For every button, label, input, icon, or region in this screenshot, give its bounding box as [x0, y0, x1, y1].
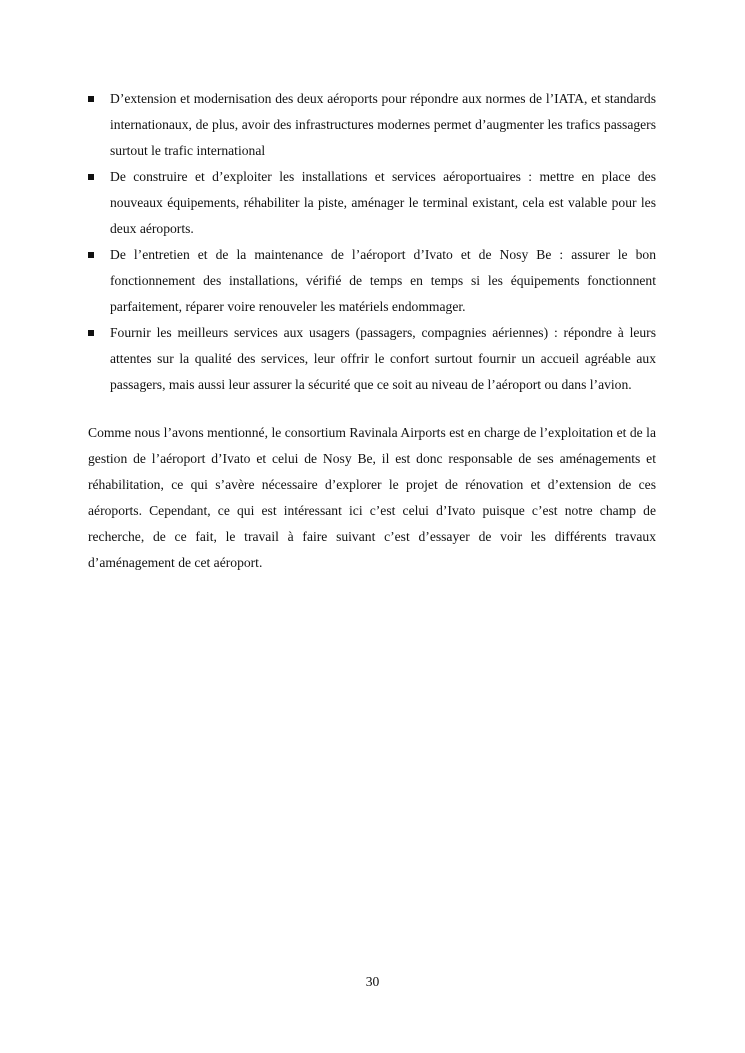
list-item	[88, 86, 656, 164]
bullet-text: D’extension et modernisation des deux aéroports pour répondre aux normes de l’IATA, et standards internationaux, de plus, avoir des infrastructures modernes permet d’augmenter les trafics passagers surtout le trafic international	[110, 91, 656, 158]
bullet-text: De l’entretien et de la maintenance de l’aéroport d’Ivato et de Nosy Be : assurer le bon fonctionnement des installations, vérifié de temps en temps si les équipements fonctionnent parfaitement, réparer voire renouveler les matériels endommager.	[110, 247, 656, 314]
bullet-text: De construire et d’exploiter les installations et services aéroportuaires : mettre en place des nouveaux équipements, réhabiliter la piste, aménager le terminal existant, cela est valable pour les deux aéroports.	[110, 169, 656, 236]
list-item	[88, 320, 656, 398]
objectives-list	[88, 86, 656, 398]
page-number: 30	[365, 974, 380, 989]
square-bullet-icon	[88, 96, 94, 102]
bullet-text: Fournir les meilleurs services aux usagers (passagers, compagnies aériennes) : répondre à leurs attentes sur la qualité des services, leur offrir le confort surtout fournir un accueil agréable aux passagers, mais aussi leur assurer la sécurité que ce soit au niveau de l’aéroport ou dans l’avion.	[110, 325, 656, 392]
page-content	[88, 86, 656, 576]
body-paragraph: Comme nous l’avons mentionné, le consortium Ravinala Airports est en charge de l’exploitation et de la gestion de l’aéroport d’Ivato et celui de Nosy Be, il est donc responsable de ses aménagements et réhabilitation, ce qui s’avère nécessaire d’explorer le projet de rénovation et d’extension de ces aéroports. Cependant, ce qui est intéressant ici c’est celui d’Ivato puisque c’est notre champ de recherche, de ce fait, le travail à faire suivant c’est d’essayer de voir les différents travaux d’aménagement de cet aéroport.	[88, 425, 656, 570]
square-bullet-icon	[88, 252, 94, 258]
list-item	[88, 164, 656, 242]
list-item	[88, 242, 656, 320]
square-bullet-icon	[88, 330, 94, 336]
square-bullet-icon	[88, 174, 94, 180]
